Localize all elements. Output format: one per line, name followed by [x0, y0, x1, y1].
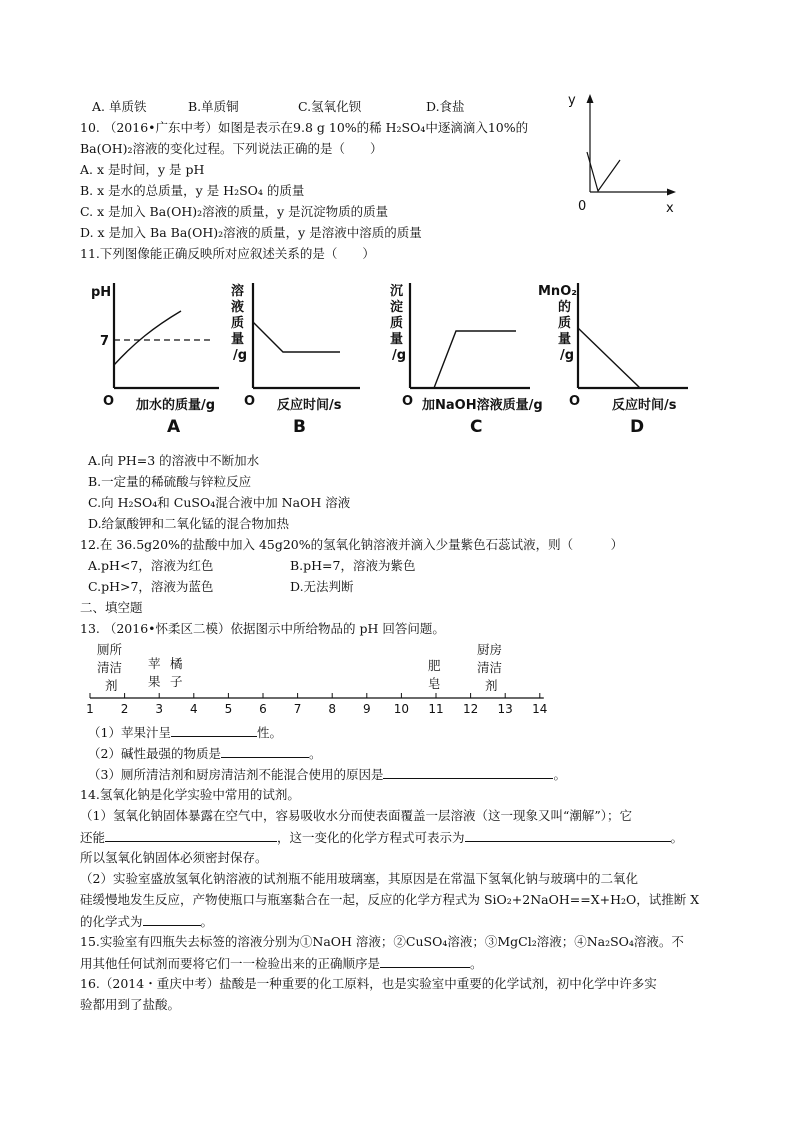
q13-scale-label: 12: [462, 702, 479, 716]
q15-line2: 用其他任何试剂而要将它们一一检验出来的正确顺序是 。: [80, 953, 483, 974]
q11b-x-label: 反应时间/s: [277, 398, 342, 413]
q14-p2-line1: （2）实验室盛放氢氧化钠溶液的试剂瓶不能用玻璃塞，其原因是在常温下氢氧化钠与玻璃中的二氧化: [80, 871, 638, 886]
q13-q1-blank[interactable]: [171, 722, 257, 737]
q11b-y-label-2: 液: [231, 300, 245, 315]
q10-y-label: y: [568, 93, 576, 108]
q10-graph: [560, 90, 690, 220]
q11d-origin: O: [569, 394, 581, 409]
q13-q2: （2）碱性最强的物质是 。: [88, 743, 321, 764]
q11c-x-label: 加NaOH溶液质量/g: [422, 398, 543, 413]
q11b-y-label-1: 溶: [231, 284, 245, 299]
q11d-letter: D: [630, 417, 645, 437]
q13-item-toilet-1: 厕所: [97, 642, 123, 657]
q11b-curve: [253, 322, 340, 352]
q13-scale-label: 13: [497, 702, 513, 716]
q13-item-kitchen-2: 清洁: [477, 660, 503, 675]
q12-option-c: C.pH>7，溶液为蓝色: [88, 579, 214, 594]
q13-q3-blank[interactable]: [383, 764, 553, 779]
q13-scale-label: 9: [362, 702, 371, 716]
q11-graph-b: [231, 283, 360, 437]
q11-option-d: D.给氯酸钾和二氧化锰的混合物加热: [88, 516, 290, 531]
q11b-y-label-5: /g: [233, 348, 248, 363]
q11a-x-label: 加水的质量/g: [136, 398, 216, 413]
q13-stem: 13. （2016•怀柔区二模）依据图示中所给物品的 pH 回答问题。: [80, 621, 445, 636]
q13-scale-label: 2: [120, 702, 129, 716]
q14-p1-line2: 还能 ，这一变化的化学方程式可表示为 。: [80, 827, 683, 848]
q13-scale-label: 10: [393, 702, 410, 716]
q11a-curve: [114, 311, 181, 365]
q11b-y-label-3: 质: [231, 316, 245, 331]
q11b-y-label-4: 量: [231, 332, 245, 347]
q9-option-d: D.食盐: [426, 99, 465, 114]
q11d-y-label-3: 质: [558, 316, 572, 331]
q11-option-b: B.一定量的稀硫酸与锌粒反应: [88, 474, 252, 489]
q11c-curve: [434, 331, 516, 388]
q14-p2-line3: 的化学式为 。: [80, 911, 213, 932]
q11c-letter: C: [470, 417, 483, 437]
q10-curve: [587, 152, 620, 191]
q11b-letter: B: [293, 417, 306, 437]
q9-option-a: A. 单质铁: [92, 99, 147, 114]
q13-scale-label: 3: [155, 702, 164, 716]
q10-option-c: C. x 是加入 Ba(OH)₂溶液的质量，y 是沉淀物质的质量: [80, 204, 389, 219]
q12-stem: 12.在 36.5g20%的盐酸中加入 45g20%的氢氧化钠溶液并滴入少量紫色石蕊试液，则（ ）: [80, 537, 624, 552]
q13-item-soap-2: 皂: [428, 676, 441, 691]
q10-y-arrow: [587, 94, 594, 103]
q10-option-d: D. x 是加入 Ba Ba(OH)₂溶液的质量，y 是溶液中溶质的质量: [80, 225, 422, 240]
q14-p1-line1: （1）氢氧化钠固体暴露在空气中，容易吸收水分而使表面覆盖一层溶液（这一现象又叫“潮解”）；它: [80, 808, 632, 823]
q15-blank[interactable]: [380, 953, 470, 968]
q16-line2: 验都用到了盐酸。: [80, 997, 181, 1012]
q13-scale-label: 6: [259, 702, 267, 716]
q15-line1: 15.实验室有四瓶失去标签的溶液分别为①NaOH 溶液；②CuSO₄溶液；③MgCl₂溶液；④Na₂SO₄溶液。不: [80, 934, 684, 949]
q11-graph-c: [390, 283, 543, 437]
q11-graph-a: [91, 283, 219, 437]
q11a-ref-label: 7: [100, 334, 110, 349]
q11d-x-label: 反应时间/s: [612, 398, 677, 413]
q11c-y-label-1: 沉: [390, 284, 404, 299]
q11c-y-label-2: 淀: [390, 300, 404, 315]
q16-line1: 16.（2014・重庆中考）盐酸是一种重要的化工原料，也是实验室中重要的化学试剂，初中化学中许多实: [80, 976, 657, 991]
q13-ph-scale: [80, 688, 560, 718]
q10-option-a: A. x 是时间，y 是 pH: [80, 162, 205, 177]
q14-p2-line2: 硅缓慢地发生反应，产物使瓶口与瓶塞黏合在一起，反应的化学方程式为 SiO₂+2NaOH==X+H₂O，试推断 X: [80, 892, 700, 907]
q10-stem-line2: Ba(OH)₂溶液的变化过程。下列说法正确的是（ ）: [80, 141, 383, 156]
q13-scale-label: 11: [428, 702, 444, 716]
q11d-y-label-1: MnO₂: [538, 284, 577, 299]
q13-q3: （3）厕所清洁剂和厨房清洁剂不能混合使用的原因是 。: [88, 764, 566, 785]
q13-item-apple-2: 果: [148, 674, 161, 689]
q12-option-d: D.无法判断: [290, 579, 354, 594]
q11a-y-label: pH: [91, 285, 112, 300]
q13-q1: （1）苹果汁呈 性。: [88, 722, 282, 743]
q11c-y-label-5: /g: [392, 348, 407, 363]
q11b-origin: O: [244, 394, 256, 409]
q13-item-kitchen-3: 剂: [485, 678, 498, 693]
q13-item-toilet-3: 剂: [105, 678, 118, 693]
q11-graphs: [84, 275, 714, 445]
q14-p1-blank2[interactable]: [465, 827, 671, 842]
section-fill-in-title: 二、填空题: [80, 600, 143, 615]
q13-scale-label: 1: [86, 702, 94, 716]
q9-option-c: C.氢氧化钡: [298, 99, 362, 114]
q13-item-kitchen-1: 厨房: [477, 642, 503, 657]
q11c-y-label-4: 量: [390, 332, 404, 347]
q14-p1-blank1[interactable]: [105, 827, 277, 842]
q10-origin: 0: [578, 199, 587, 214]
q10-x-label: x: [666, 201, 674, 216]
q9-option-b: B.单质铜: [188, 99, 239, 114]
q13-q2-blank[interactable]: [221, 743, 309, 758]
q14-p1-line3: 所以氢氧化钠固体必须密封保存。: [80, 850, 268, 865]
q13-scale-label: 5: [224, 702, 233, 716]
q13-scale-label: 14: [532, 702, 548, 716]
q12-option-a: A.pH<7，溶液为红色: [88, 558, 214, 573]
q12-option-b: B.pH=7，溶液为紫色: [290, 558, 416, 573]
q13-item-apple-1: 苹: [148, 656, 161, 671]
q11d-curve: [578, 328, 640, 388]
q10-option-b: B. x 是水的总质量，y 是 H₂SO₄ 的质量: [80, 183, 305, 198]
q11d-y-label-4: 量: [558, 332, 572, 347]
q14-stem: 14.氢氧化钠是化学实验中常用的试剂。: [80, 787, 300, 802]
q13-item-soap-1: 肥: [428, 658, 441, 673]
q11-graph-d: [538, 283, 688, 437]
q13-scale-label: 7: [293, 702, 302, 716]
q13-scale-label: 4: [189, 702, 198, 716]
q11a-letter: A: [167, 417, 181, 437]
q11c-y-label-3: 质: [390, 316, 404, 331]
q13-scale-label: 8: [328, 702, 337, 716]
q11-option-a: A.向 PH=3 的溶液中不断加水: [88, 453, 260, 468]
q10-stem-line1: 10. （2016•广东中考）如图是表示在9.8 g 10%的稀 H₂SO₄中逐滴滴入10%的: [80, 120, 529, 135]
q11d-y-label-5: /g: [560, 348, 575, 363]
q11d-y-label-2: 的: [558, 300, 572, 315]
q11-option-c: C.向 H₂SO₄和 CuSO₄混合液中加 NaOH 溶液: [88, 495, 351, 510]
q13-item-orange-2: 子: [170, 674, 183, 689]
q11-stem: 11.下列图像能正确反映所对应叙述关系的是（ ）: [80, 246, 375, 261]
q11c-origin: O: [402, 394, 414, 409]
q13-item-orange-1: 橘: [170, 656, 183, 671]
q10-x-arrow: [667, 189, 676, 196]
q11a-origin: O: [103, 394, 115, 409]
q14-p2-blank[interactable]: [143, 911, 201, 926]
q13-item-toilet-2: 清洁: [97, 660, 123, 675]
